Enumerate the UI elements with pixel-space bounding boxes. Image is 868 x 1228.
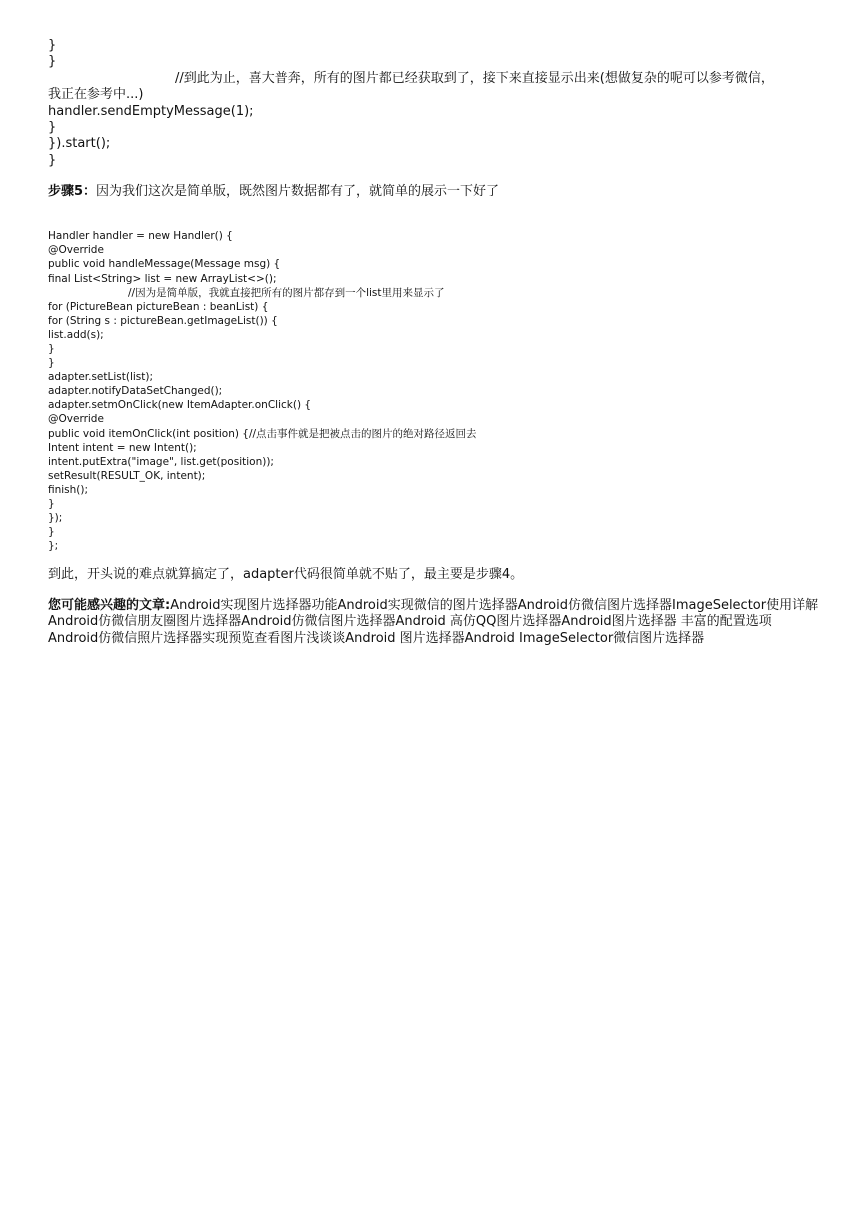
code-block-main (48, 229, 820, 553)
code-line: public void handleMessage(Message msg) { (48, 258, 281, 271)
code-line: for (String s : pictureBean.getImageList()) { (48, 314, 278, 327)
code-line: } (48, 38, 57, 53)
code-line: adapter.setList(list); (48, 371, 154, 384)
code-line: }; (48, 540, 59, 553)
code-line: }).start(); (48, 136, 111, 152)
code-line: final List<String> list = new ArrayList<>(); (48, 272, 277, 285)
code-line: handler.sendEmptyMessage(1); (48, 103, 254, 119)
code-comment-continuation: 我正在参考中...) (48, 87, 144, 103)
related-articles-label: 您可能感兴趣的文章: (48, 597, 171, 613)
step5-text: 因为我们这次是简单版，既然图片数据都有了，就简单的展示一下好了 (96, 184, 500, 200)
code-line: } (48, 526, 55, 539)
code-comment-line: //到此为止，喜大普奔，所有的图片都已经获取到了，接下来直接显示出来(想做复杂的呢可以参考微信， (175, 70, 774, 86)
code-block-top (48, 38, 820, 169)
code-line: public void itemOnClick(int position) {//点击事件就是把被点击的图片的绝对路径返回去 (48, 427, 477, 440)
code-line: } (48, 152, 57, 168)
code-line: }); (48, 512, 63, 525)
code-line: } (48, 120, 57, 136)
code-line: adapter.setmOnClick(new ItemAdapter.onClick() { (48, 399, 312, 412)
code-line: Intent intent = new Intent(); (48, 441, 197, 454)
code-line: } (48, 54, 57, 70)
document-page (48, 38, 820, 647)
code-line: for (PictureBean pictureBean : beanList) { (48, 300, 269, 313)
code-line: @Override (48, 413, 104, 426)
summary-paragraph: 到此，开头说的难点就算搞定了，adapter代码很简单就不贴了，最主要是步骤4。 (48, 567, 524, 583)
code-line: adapter.notifyDataSetChanged(); (48, 385, 223, 398)
code-line: intent.putExtra("image", list.get(position)); (48, 455, 274, 468)
code-line: } (48, 357, 55, 370)
code-line: } (48, 343, 55, 355)
code-line: finish(); (48, 483, 89, 496)
related-articles (48, 598, 820, 648)
step5-paragraph (48, 183, 820, 201)
related-articles-links[interactable]: Android实现图片选择器功能Android实现微信的图片选择器Android仿微信图片选择器ImageSelector使用详解Android仿微信朋友圈图片选择器Android仿微信图片选择器Android 高仿QQ图片选择器Android图片选择器 丰富的配置选项Android仿微信照片选择器实现预览查看图片浅谈谈Android 图片选择器Android ImageSelector微信图片选择器 (48, 597, 819, 646)
code-line: Handler handler = new Handler() { (48, 230, 233, 243)
step5-label: 步骤5： (48, 184, 97, 200)
code-line: } (48, 498, 55, 511)
code-comment-line: //因为是简单版，我就直接把所有的图片都存到一个list里用来显示了 (128, 286, 445, 299)
code-line: setResult(RESULT_OK, intent); (48, 469, 206, 482)
code-line: list.add(s); (48, 328, 104, 341)
code-line: @Override (48, 244, 104, 257)
